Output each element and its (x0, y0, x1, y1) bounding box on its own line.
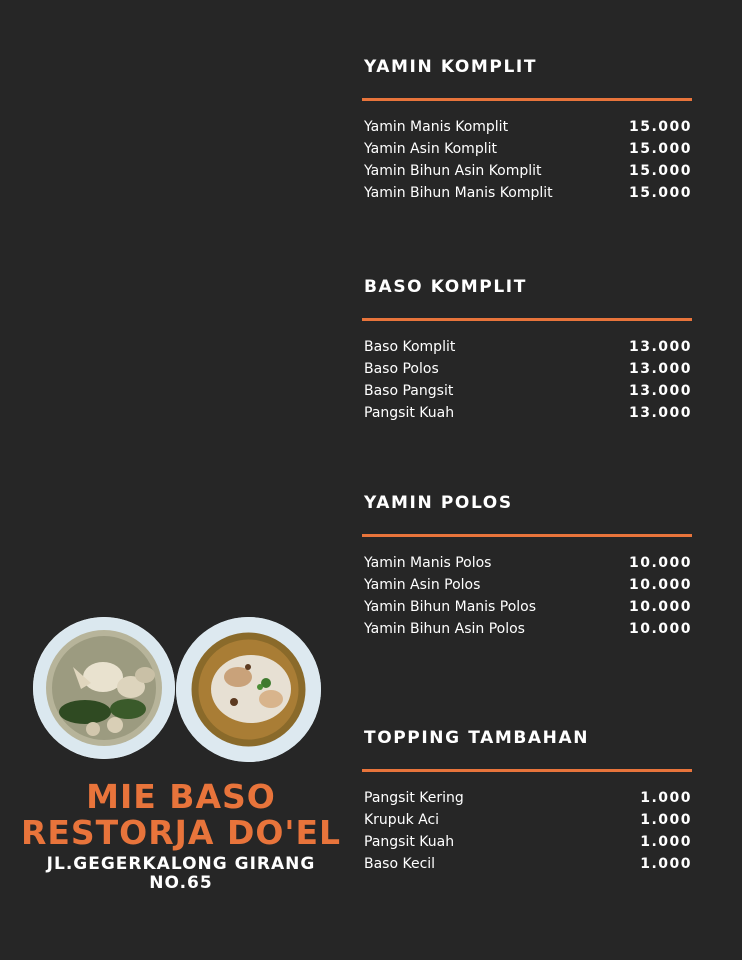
menu-item-price: 15.000 (628, 163, 692, 179)
menu-item (362, 358, 692, 380)
menu-item (362, 853, 692, 875)
divider (362, 98, 692, 101)
menu-item-name: Yamin Bihun Manis Komplit (364, 185, 553, 201)
menu-item (362, 116, 692, 138)
menu-item-price: 1.000 (640, 790, 692, 806)
menu-item (362, 402, 692, 424)
menu-item-name: Baso Polos (364, 361, 439, 377)
address-line2: NO.65 (149, 873, 213, 893)
yamin-noodle-illustration (176, 617, 321, 762)
menu-section-yamin-komplit (362, 55, 692, 204)
menu-item-price: 13.000 (628, 339, 692, 355)
divider (362, 318, 692, 321)
menu-item-price: 10.000 (628, 555, 692, 571)
menu-item-name: Baso Pangsit (364, 383, 454, 399)
menu-item-price: 10.000 (628, 577, 692, 593)
address-line1: JL.GEGERKALONG GIRANG (46, 854, 316, 874)
menu-item-price: 13.000 (628, 383, 692, 399)
menu-item-name: Yamin Bihun Asin Polos (364, 621, 525, 637)
menu-item (362, 380, 692, 402)
menu-item (362, 552, 692, 574)
menu-item (362, 787, 692, 809)
section-title: YAMIN POLOS (364, 493, 513, 513)
divider (362, 769, 692, 772)
menu-item (362, 336, 692, 358)
menu-item-price: 1.000 (640, 856, 692, 872)
menu-item-name: Krupuk Aci (364, 812, 440, 828)
menu-item-price: 13.000 (628, 405, 692, 421)
menu-item-price: 15.000 (628, 119, 692, 135)
menu-item-name: Yamin Bihun Manis Polos (364, 599, 537, 615)
menu-item (362, 160, 692, 182)
menu-item-name: Yamin Asin Komplit (364, 141, 497, 157)
section-title: BASO KOMPLIT (364, 277, 527, 297)
menu-item-price: 1.000 (640, 812, 692, 828)
divider (362, 534, 692, 537)
menu-item-price: 15.000 (628, 185, 692, 201)
menu-item-name: Pangsit Kuah (364, 834, 455, 850)
menu-item-name: Yamin Asin Polos (364, 577, 481, 593)
menu-item-name: Baso Kecil (364, 856, 436, 872)
baso-bowl-photo (33, 617, 175, 759)
menu-item-price: 15.000 (628, 141, 692, 157)
menu-item-name: Baso Komplit (364, 339, 456, 355)
restaurant-name-line2: RESTORJA DO'EL (20, 813, 342, 852)
menu-section-baso-komplit (362, 275, 692, 424)
menu-item (362, 618, 692, 640)
menu-item (362, 574, 692, 596)
menu-item-name: Yamin Bihun Asin Komplit (364, 163, 542, 179)
baso-soup-illustration (33, 617, 175, 759)
section-title: YAMIN KOMPLIT (364, 57, 538, 77)
menu-section-yamin-polos (362, 491, 692, 640)
menu-item (362, 182, 692, 204)
menu-section-topping-tambahan (362, 726, 692, 875)
menu-item-name: Yamin Manis Polos (364, 555, 492, 571)
yamin-bowl-photo (176, 617, 321, 762)
menu-item-price: 10.000 (628, 621, 692, 637)
menu-item (362, 138, 692, 160)
section-title: TOPPING TAMBAHAN (364, 728, 590, 748)
menu-item (362, 596, 692, 618)
menu-item-name: Yamin Manis Komplit (364, 119, 509, 135)
menu-item-price: 1.000 (640, 834, 692, 850)
menu-item (362, 809, 692, 831)
menu-item-price: 13.000 (628, 361, 692, 377)
restaurant-name-line1: MIE BASO (86, 777, 276, 816)
menu-item-name: Pangsit Kuah (364, 405, 455, 421)
menu-item (362, 831, 692, 853)
menu-item-name: Pangsit Kering (364, 790, 464, 806)
menu-item-price: 10.000 (628, 599, 692, 615)
